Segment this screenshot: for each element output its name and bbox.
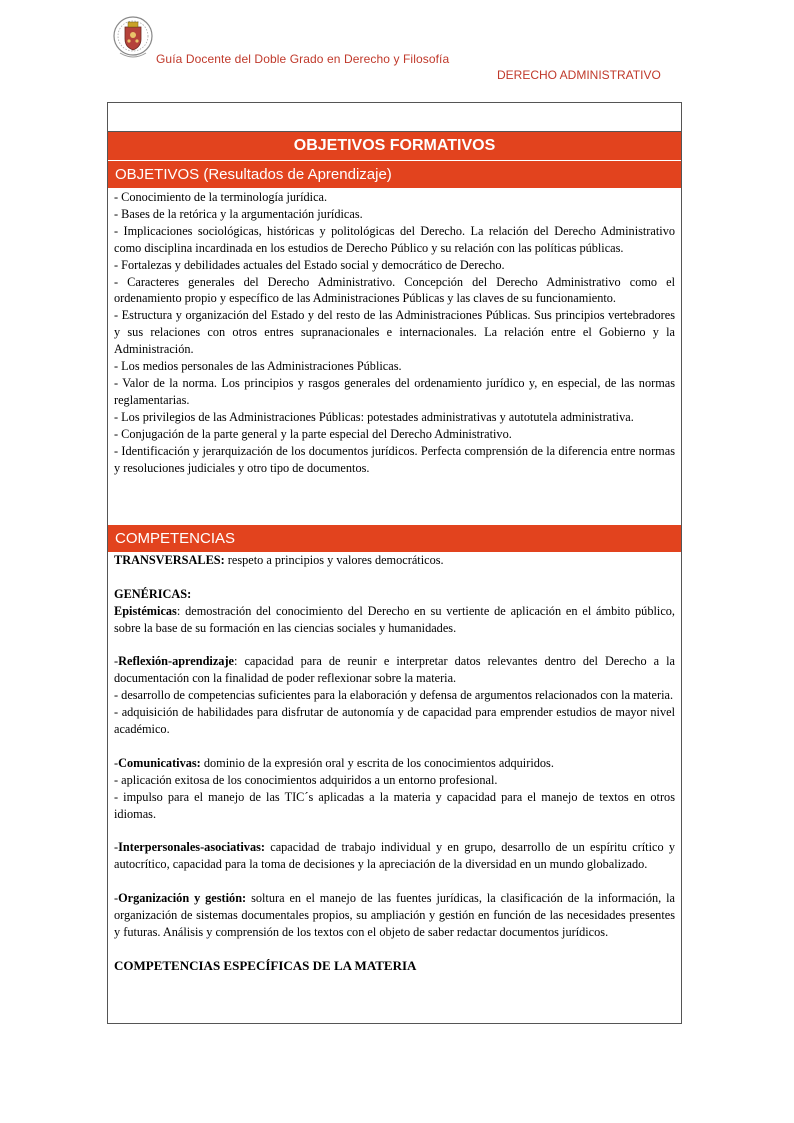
reflexion-text: : capacidad para de reunir e interpretar datos relevantes dentro del Derecho a la documentación con la finalidad de poder reflexionar sobre la materia. (114, 654, 675, 686)
transversales-text: respeto a principios y valores democráticos. (224, 553, 444, 567)
epistemicas-paragraph (114, 603, 675, 637)
comunicativas-prefix: - (114, 755, 119, 770)
objective-item: - Bases de la retórica y la argumentación jurídicas. (114, 206, 363, 221)
interpersonales-text: capacidad de trabajo individual y en grupo, desarrollo de un espíritu crítico y autocrítico, capacidad para la toma de decisiones y la apreciación de la diversidad en un mundo globalizado. (114, 840, 675, 872)
transversales-label: TRANSVERSALES: (114, 553, 225, 567)
organizacion-label: Organización y gestión: (118, 891, 247, 906)
comunicativas-label: Comunicativas: (118, 755, 201, 770)
reflexion-item: - desarrollo de competencias suficientes para la elaboración y defensa de argumentos relacionados con la materia. (114, 688, 674, 703)
section-title: OBJETIVOS FORMATIVOS (108, 132, 681, 161)
objectives-list (108, 188, 681, 525)
comunicativas-item: - impulso para el manejo de las TIC´s aplicadas a la materia y capacidad para el manejo de textos en otros idiomas. (114, 789, 675, 821)
objective-item: - Valor de la norma. Los principios y rasgos generales del ordenamiento jurídico y, en especial, de las normas reglamentarias. (114, 375, 675, 407)
interpersonales-prefix: - (114, 840, 119, 855)
interpersonales-paragraph (114, 839, 675, 873)
organizacion-paragraph (114, 890, 675, 941)
objective-item: - Conjugación de la parte general y la parte especial del Derecho Administrativo. (114, 426, 512, 441)
objectives-heading: OBJETIVOS (Resultados de Aprendizaje) (108, 161, 681, 188)
comunicativas-text: dominio de la expresión oral y escrita de los conocimientos adquiridos. (200, 755, 554, 770)
comunicativas-paragraph (114, 755, 675, 772)
reflexion-item: - adquisición de habilidades para disfrutar de autonomía y de capacidad para emprender estudios de mayor nivel académico. (114, 705, 675, 737)
competencies-body (108, 552, 681, 975)
university-seal-logo (112, 15, 154, 65)
epistemicas-label: Epistémicas (114, 603, 177, 618)
epistemicas-text: : demostración del conocimiento del Derecho en su vertiente de aplicación en el ámbito público, sobre la base de su formación en las ciencias sociales y humanidades. (114, 603, 675, 635)
objective-item: - Estructura y organización del Estado y del resto de las Administraciones Públicas. Sus principios vertebradores y sus relaciones con otros entres supranacionales e internacionales. La relación entre el Gobierno y la Administración. (114, 308, 675, 357)
objective-item: - Implicaciones sociológicas, históricas y politológicas del Derecho. La relación del Derecho Administrativo como disciplina incardinada en los estudios de Derecho Público y su relación con las políticas públicas. (114, 223, 675, 255)
objective-item: - Los privilegios de las Administraciones Públicas: potestades administrativas y autotutela administrativa. (114, 409, 634, 424)
reflexion-prefix: - (114, 654, 119, 669)
organizacion-text: soltura en el manejo de las fuentes jurídicas, la clasificación de la información, la organización de sistemas documentales propios, su ampliación y gestión en función de las necesidades presentes y futuras. Análisis y comprensión de los textos con el objeto de saber redactar documentos jurídicos. (114, 891, 675, 939)
objective-item: - Conocimiento de la terminología jurídica. (114, 190, 328, 204)
blank-row (108, 103, 681, 132)
objective-item: - Fortalezas y debilidades actuales del Estado social y democrático de Derecho. (114, 257, 505, 272)
objectives-table (107, 102, 682, 1024)
guide-title: Guía Docente del Doble Grado en Derecho y Filosofía (156, 52, 450, 66)
transversales-paragraph (114, 552, 675, 569)
subject-title: DERECHO ADMINISTRATIVO (497, 68, 661, 82)
objective-item: - Caracteres generales del Derecho Administrativo. Concepción del Derecho Administrativo como el ordenamiento propio y específico de las Administraciones Públicas y las claves de su funcionamiento. (114, 274, 675, 306)
objective-item: - Los medios personales de las Administraciones Públicas. (114, 359, 402, 374)
interpersonales-label: Interpersonales-asociativas: (118, 840, 265, 855)
competencies-heading: COMPETENCIAS (108, 525, 681, 552)
reflexion-label: Reflexión-aprendizaje (118, 654, 234, 669)
especificas-label: COMPETENCIAS ESPECÍFICAS DE LA MATERIA (114, 957, 417, 973)
genericas-label: GENÉRICAS: (114, 586, 192, 601)
objective-item: - Identificación y jerarquización de los documentos jurídicos. Perfecta comprensión de la diferencia entre normas y resoluciones judiciales y otro tipo de documentos. (114, 443, 675, 475)
organizacion-prefix: - (114, 891, 119, 906)
comunicativas-item: - aplicación exitosa de los conocimientos adquiridos a un entorno profesional. (114, 772, 498, 787)
reflexion-paragraph (114, 653, 675, 687)
